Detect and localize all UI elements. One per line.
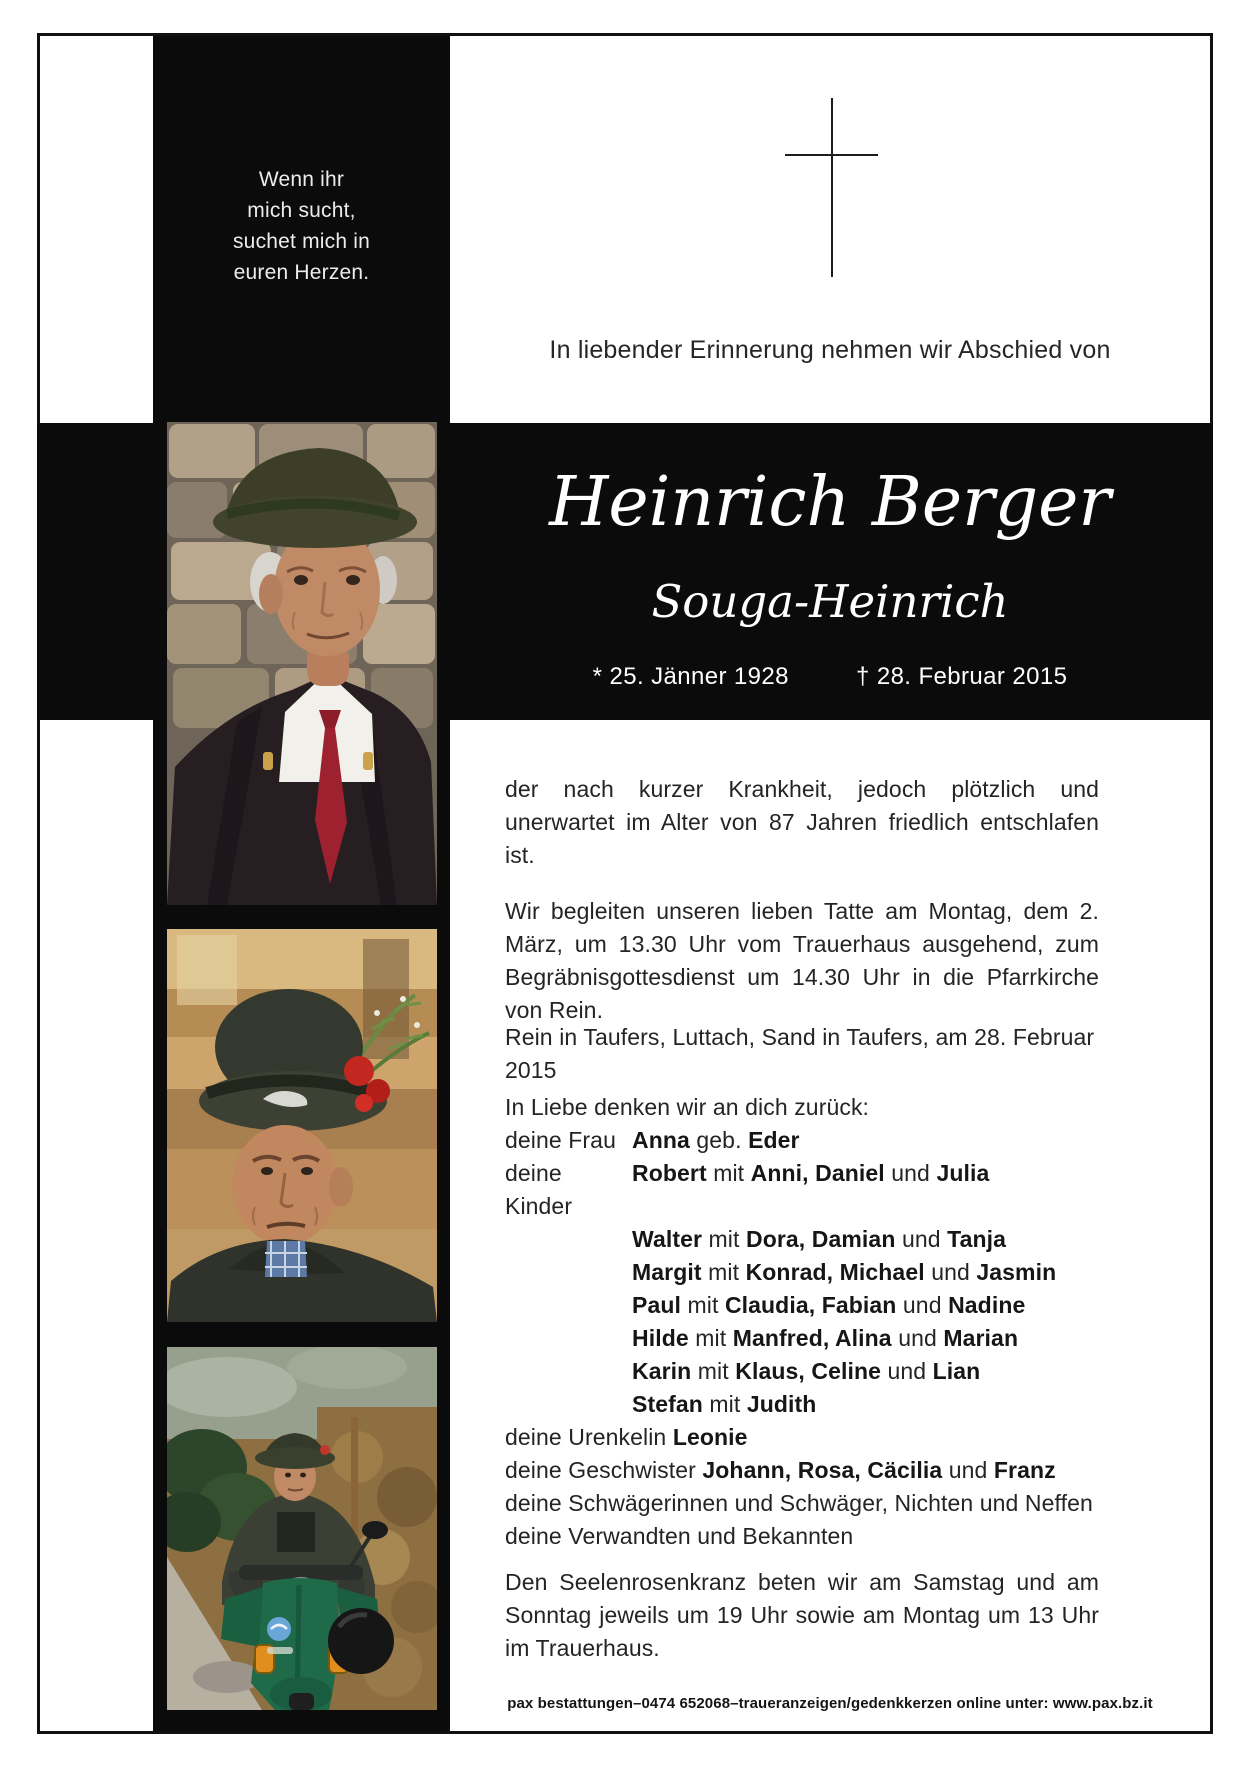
family-row-label: [505, 1388, 632, 1421]
family-row-value: Paul mit Claudia, Fabian und Nadine: [632, 1292, 1026, 1318]
rosary-paragraph: Den Seelenrosenkranz beten wir am Samstag und am Sonntag jeweils um 19 Uhr sowie am Montag um 13 Uhr im Trauerhaus.: [505, 1569, 1099, 1661]
family-row: [505, 1289, 1099, 1322]
death-date: † 28. Februar 2015: [856, 663, 1068, 690]
birth-date: * 25. Jänner 1928: [592, 663, 789, 690]
family-row: [505, 1355, 1099, 1388]
funeral-home-footer: pax bestattungen–0474 652068–traueranzeigen/gedenkkerzen online unter: www.pax.bz.it: [507, 1695, 1153, 1712]
family-row-value: Walter mit Dora, Damian und Tanja: [632, 1226, 1006, 1252]
family-line: deine Geschwister Johann, Rosa, Cäcilia und Franz: [505, 1457, 1056, 1483]
quote-line: Wenn ihr: [258, 168, 345, 191]
photo-column: [153, 36, 450, 1731]
family-row-value: Robert mit Anni, Daniel und Julia: [632, 1160, 990, 1186]
family-rows: [505, 1124, 1099, 1421]
life-dates: [450, 659, 1210, 695]
photo-portrait-stone-wall: [167, 422, 437, 905]
family-row: [505, 1157, 1099, 1223]
remembrance-heading: In Liebe denken wir an dich zurück:: [505, 1094, 870, 1120]
funeral-paragraph: Wir begleiten unseren lieben Tatte am Montag, dem 2. März, um 13.30 Uhr vom Trauerhaus ausgehend, zum Begräbnisgottesdienst um 14.30 Uhr in die Pfarrkirche von Rein.: [505, 898, 1099, 1023]
obituary-card: [37, 33, 1213, 1734]
family-row: [505, 1223, 1099, 1256]
dateline: Rein in Taufers, Luttach, Sand in Taufers, am 28. Februar 2015: [505, 1024, 1095, 1083]
family-row-value: Stefan mit Judith: [632, 1391, 817, 1417]
family-line: deine Schwägerinnen und Schwäger, Nichten und Neffen: [505, 1490, 1093, 1516]
family-line: deine Urenkelin Leonie: [505, 1424, 748, 1450]
portrait-photo-illustration: [167, 422, 437, 905]
family-row-label: deine Kinder: [505, 1160, 573, 1219]
family-row: [505, 1256, 1099, 1289]
family-row-label: [505, 1355, 632, 1388]
intro-line: In liebender Erinnerung nehmen wir Abschied von: [549, 336, 1111, 364]
deceased-name: Heinrich Berger: [549, 463, 1111, 542]
quote: [153, 164, 450, 288]
photo-portrait-flower-hat: [167, 929, 437, 1322]
family-row-label: [505, 1322, 632, 1355]
family-row-label: deine Frau: [505, 1127, 616, 1153]
family-row-label: [505, 1289, 632, 1322]
flower-hat-photo-illustration: [167, 929, 437, 1322]
family-row-value: Margit mit Konrad, Michael und Jasmin: [632, 1259, 1057, 1285]
vespa-photo-illustration: [167, 1347, 437, 1710]
family-row-value: Karin mit Klaus, Celine und Lian: [632, 1358, 981, 1384]
family-line: deine Verwandten und Bekannten: [505, 1523, 854, 1549]
family-row-label: [505, 1223, 632, 1256]
quote-line: mich sucht,: [247, 199, 356, 222]
family-row-value: Hilde mit Manfred, Alina und Marian: [632, 1325, 1019, 1351]
family-row: [505, 1322, 1099, 1355]
death-paragraph: der nach kurzer Krankheit, jedoch plötzlich und unerwartet im Alter von 87 Jahren friedlich entschlafen ist.: [505, 776, 1099, 868]
family-row-value: Anna geb. Eder: [632, 1127, 800, 1153]
house-name: Souga-Heinrich: [651, 575, 1009, 628]
photo-vespa-scooter: [167, 1347, 437, 1710]
family-row: [505, 1388, 1099, 1421]
family-row-label: [505, 1256, 632, 1289]
family-block: [505, 1091, 1099, 1553]
quote-line: suchet mich in: [232, 230, 371, 253]
family-lines: [505, 1421, 1099, 1553]
quote-line: euren Herzen.: [233, 261, 370, 284]
family-row: [505, 1124, 1099, 1157]
